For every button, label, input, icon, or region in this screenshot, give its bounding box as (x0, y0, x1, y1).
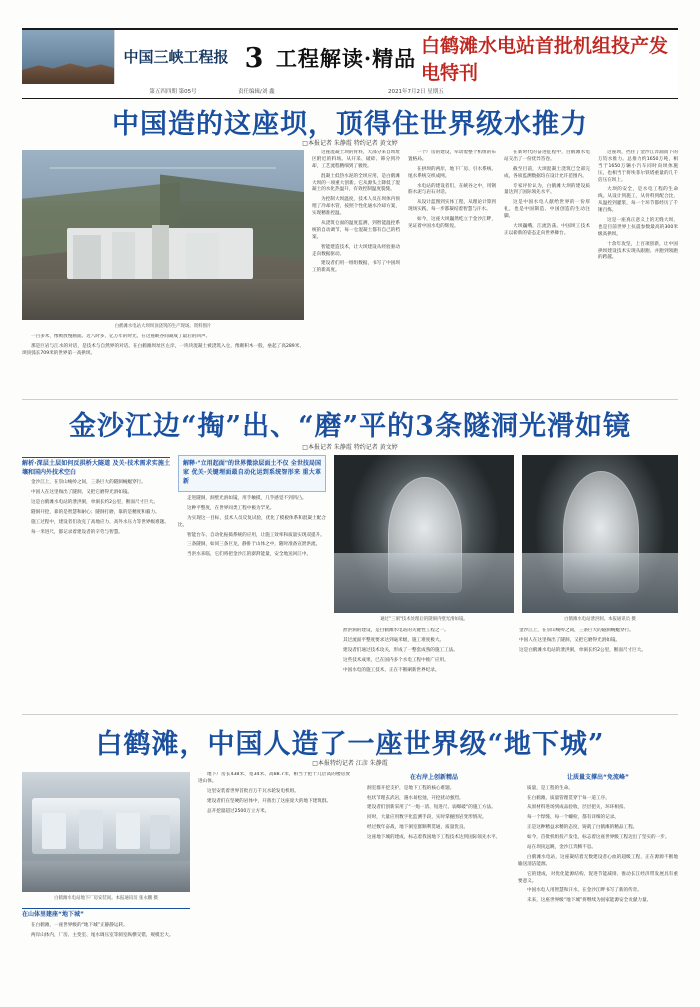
article1-col0 (22, 334, 304, 396)
paragraph: 智能台车、自动化振捣系统的应用，让施工效率和质量实现双提升。 (187, 532, 325, 538)
section-title: 工程解读·精品 (275, 46, 417, 71)
article3-col4-subhead: 让质量支撑出“免流峰” (567, 774, 629, 781)
article2-photo-left (334, 455, 514, 613)
article3-col3 (358, 772, 510, 984)
paragraph: 这是一座真正意义上的无缝大坝，也是目前世界上抗震参数最高的300米级高拱坝。 (598, 218, 678, 237)
paragraph: 建设者们在坚硬的岩体中，开凿出了这座庞大的地下建筑群。 (207, 798, 332, 804)
paragraph: 一个厂房的建设，牵动着整个机组的布置格局。 (408, 150, 496, 162)
paragraph: 专家评价认为，白鹤滩大坝的建设质量达到了国际领先水平。 (504, 183, 590, 196)
paragraph: 这种平整度，在世界同类工程中极为罕见。 (187, 505, 275, 511)
paragraph: 质量，是工程的生命。 (527, 785, 573, 791)
article2-callout-title: 解释·"立用起面"的世界微涂层面土不仅 全世技局国家 优关·关键埋面最自动化运到系统智形来 重大革新 (183, 460, 321, 485)
paragraph: 在白鹤滩，一座世界级的“地下城”正静静运转。 (31, 922, 128, 928)
article3-col1 (22, 906, 190, 984)
article1-col2 (408, 150, 496, 395)
paragraph: 总开挖量超过2500万立方米。 (207, 808, 270, 814)
paragraph: 这是白鹤滩水电站的泄洪洞，单洞长约2公里，断面尺寸巨大。 (31, 500, 158, 506)
paragraph: 建设者们用一组组数据，书写了中国坝工的新高度。 (312, 261, 400, 274)
page-number: 3 (244, 42, 264, 74)
article2-col1 (22, 455, 170, 703)
paragraph: 这是中国水电人献给世界的一份厚礼，也是中国制造、中国创造的生动注脚。 (504, 200, 590, 220)
article2-col3 (334, 628, 500, 706)
article3-col3-subhead: 在右岸上创新精品 (409, 774, 458, 781)
article3-byline: □本报特约记者 江彦 朱静霞 (312, 760, 388, 767)
article2-photo-right-caption: 白鹤滩水电站泄洪洞。本报通讯员 摄 (564, 617, 636, 622)
paragraph: 两岸山体内，厂房、主变室、尾水调压室等洞室纵横交错，规模宏大。 (31, 932, 174, 938)
paper-name: 中国三峡工程报 (123, 48, 229, 67)
paragraph: 其过流面平整度要求达到毫米级，施工难度极大。 (343, 637, 445, 643)
article1-photo (22, 150, 304, 320)
paragraph: 正是这种精益求精的态度，铸就了白鹤滩的精品工程。 (527, 825, 638, 831)
paragraph: 泄洪洞的建设，是白鹤滩水电站的关键性工程之一。 (343, 628, 449, 633)
paragraph: 同时，大量应用数字化监测手段，实时掌握围岩变形情况。 (367, 815, 487, 821)
issue-number: 第五四四期 第05号 (149, 89, 197, 95)
paragraph: 大坝的安全，是水电工程的生命线。从设计到施工，从骨料到配合比，从温控到灌浆，每一个环节都经历了千锤百炼。 (598, 187, 678, 214)
paragraph: 金沙江上，在崇山峻岭之间，三条巨大的隧洞蜿蜒穿行。 (31, 480, 146, 486)
paragraph: 这些技术成果，已在国内多个水电工程中推广应用。 (343, 657, 449, 663)
paragraph: 当洪水来临，它们将把金沙江的澎湃能量，安全地送回江中。 (187, 552, 312, 558)
masthead-info-strip (22, 84, 678, 99)
article2-photo-right (522, 455, 678, 613)
article3-col2 (198, 772, 350, 984)
article2-col1-subhead: 解析·深层土层如何反拱桥大隧道 及关·技术需求实施土壤和国内外技术空白 (22, 457, 170, 477)
special-issue-title: 白鹤滩水电站首批机组投产发电特刊 (421, 35, 669, 84)
paragraph: 这座地下城的建成，标志着我国地下工程技术达到国际领先水平。 (367, 835, 501, 841)
article3-col4 (518, 772, 678, 984)
paragraph: 智能建造技术，让大坝建设从经验驱动走向数据驱动。 (312, 244, 400, 257)
paragraph: 柱状节理玄武岩，遇水易松弛，开挖扰动强烈。 (367, 795, 464, 801)
paragraph: 中国人在这里掏出了隧洞，又把它磨得光滑如镜。 (31, 490, 133, 496)
paragraph: 它的建成，对优化能源结构、促进节能减排、推动长江经济带发展具有重要意义。 (518, 871, 678, 884)
paragraph: 截至目前，大坝混凝土浇筑已全部完成，各项监测数据均在设计允许范围内。 (504, 166, 590, 179)
article1-headline: 中国造的这座坝，顶得住世界级水推力 (112, 109, 588, 140)
paragraph: 在白鹤滩，质量管理贯穿于每一道工序。 (527, 795, 610, 801)
article1-col1 (312, 150, 400, 395)
paragraph: 金沙江上，在崇山峻岭之间，三条巨大的隧洞蜿蜒穿行。 (519, 628, 634, 633)
paragraph: 洞室群开挖支护，是地下工程的核心难题。 (367, 785, 455, 791)
paragraph: 如今，首批机组投产发电，标志着这座世界级工程迈出了坚实的一步。 (527, 835, 670, 841)
article2-col4 (510, 628, 678, 706)
paragraph: 中国水电的施工技术，正在不断刷新世界纪录。 (343, 667, 440, 673)
paragraph: 在拱坝的两岸，地下厂房、引水系统、尾水系统交织成网。 (408, 166, 496, 179)
paragraph: 那是巨岩与江水的对话，是技术与自然界的对话。在白鹤滩坝址区左岸，一块块混凝土被浇筑入仓，像砌积木一般，垒起了高289米、坝顶弧长709米的世界第一高拱坝。 (22, 343, 304, 356)
paragraph: 走进隧洞，洞壁光滑如镜，用手触摸，几乎感觉不到凹凸。 (187, 496, 307, 501)
article1-col3 (504, 150, 590, 395)
article2-callout-box (178, 455, 326, 492)
paragraph: 十余年攻坚，上百项创新，让中国拱坝建设技术实现从跟跑、并跑到领跑的跨越。 (598, 241, 678, 261)
paragraph: 隧洞开挖，靠的是智慧和耐心；隧洞打磨，靠的是精度和毅力。 (31, 510, 160, 516)
article2-col2 (178, 455, 326, 703)
paragraph: 如今，这座大坝巍然屹立于金沙江畔，见证着中国水电的辉煌。 (408, 217, 496, 230)
paragraph: 这里安装着世界首批百万千瓦水轮发电机组。 (207, 788, 299, 794)
paragraph: 水电站的建设者们，在峡谷之中，用钢筋水泥与岩石对话。 (408, 183, 496, 196)
paragraph: 从设计蓝图到实体工程，从理论计算到现场实践，每一步都凝结着智慧与汗水。 (408, 200, 496, 213)
paragraph: 为实现这一目标，技术人员反复试验，优化了模板体系和混凝土配合比。 (178, 515, 326, 528)
masthead-photo (22, 30, 115, 86)
paragraph: 这座坝，挡住了金沙江奔涌而下的万钧水推力。总推力约1650万吨，相当于1650万辆小汽车同时向坝体施压，也相当于将埃菲尔铁塔重量的几千倍压在坝上。 (598, 150, 678, 183)
article1-col4 (598, 150, 678, 395)
paragraph: 为控制大坝温度，技术人员在坝体内预埋了冷却水管，按照个性化通水冷却方案，实现精准控温。 (312, 197, 400, 217)
paragraph: 这是白鹤滩水电站的泄洪洞，单洞长约2公里，断面尺寸巨大。 (519, 647, 646, 653)
paragraph: 建设者们通过技术攻关，形成了一整套成熟的施工工法。 (343, 647, 458, 653)
article2-byline: □本报记者 朱静霞 特约记者 黄文婷 (302, 444, 398, 451)
paragraph: 中国人在这里掏出了隧洞，又把它磨得光滑如镜。 (519, 637, 621, 643)
article1-byline: □本报记者 朱静霞 特约记者 黄文婷 (302, 140, 398, 147)
editor-credit: 责任编辑/刘 鑫 (238, 89, 275, 95)
masthead (22, 28, 678, 87)
paragraph: 从浇筑仓面的温度监测，到智能温控系统的自动调节，每一仓混凝土都有自己的档案。 (312, 221, 400, 240)
paragraph: 三条隧洞，如同三条巨龙，静卧于山体之中，随时准备宣泄洪流。 (187, 542, 321, 548)
paragraph: 在新时代的奋进征程中，白鹤滩水电站交出了一份优异答卷。 (504, 150, 590, 162)
article3-col1-subhead: 在山体里建座“地下城” (22, 908, 190, 920)
paragraph: 大坝巍峨，江流浩荡。中国坝工技术正以崭新的姿态走向世界舞台。 (504, 224, 590, 236)
paragraph: 混凝土低热水泥的全坝应用，是白鹤滩大坝的一项重大创新。它从源头上降低了混凝土的水化热温升，有效控制温度裂缝。 (312, 173, 400, 193)
paragraph: 这座混凝土坝的骨料，大部分来自坝址区附近的料场。从开采、破碎、筛分到冷却，工艺流程精细到了极致。 (312, 150, 400, 169)
paragraph: 施工过程中，建设者们攻克了高地应力、高外水压力等世界级难题。 (31, 519, 169, 525)
article2-photo-left-caption: 通过"三洞"技术处理后的隧洞内壁光滑如镜。 (380, 617, 468, 622)
paragraph: 每一个焊缝、每一个螺栓，都有详细的记录。 (527, 815, 619, 821)
article3-photo-caption: 白鹤滩水电站地下厂房安装间。本报通讯员 张永鹏 摄 (54, 896, 158, 901)
paragraph: 地下厂房长438米、宽34米、高88.7米，相当于把十几层高的楼房放进山体。 (198, 772, 350, 784)
article1-photo-caption: 白鹤滩水电站大坝坝顶浇筑的生产现场。资料图片 (114, 324, 212, 329)
article3-headline: 白鹤滩，中国人造了一座世界级“地下城” (95, 729, 605, 760)
paragraph: 未来，这座世界级“地下城”将继续为国家能源安全贡献力量。 (527, 898, 652, 904)
paragraph: 白鹤滩水电站，这座凝结着无数建设者心血的超级工程，正在源源不断地输送清洁能源。 (518, 854, 678, 867)
paragraph: 建设者们创新采用了“一炮一清、短进尺、弱爆破”的施工方法。 (367, 805, 496, 811)
paragraph: 一百多米，像被放慢画面。近八时多，亿万年的时光，在这座峡谷间凝成了最后的回声。 (31, 334, 211, 339)
paragraph: 经过数年奋战，地下洞室群顺利贯通，质量优良。 (367, 825, 469, 831)
paragraph: 站在坝顶远眺，金沙江奔腾不息。 (527, 845, 596, 851)
publish-date: 2021年7月2日 星期五 (388, 89, 444, 95)
paragraph: 中国水电人用智慧和汗水，在金沙江畔书写了新的传奇。 (527, 888, 642, 894)
article2-headline: 金沙江边“掏”出、“磨”平的3条隧洞光滑如镜 (69, 411, 631, 442)
paragraph: 每一米进尺，都记录着建设者的辛劳与智慧。 (31, 529, 123, 535)
article3-photo (22, 772, 190, 892)
paragraph: 从原材料进场到成品验收，层层把关，环环相扣。 (527, 805, 629, 811)
